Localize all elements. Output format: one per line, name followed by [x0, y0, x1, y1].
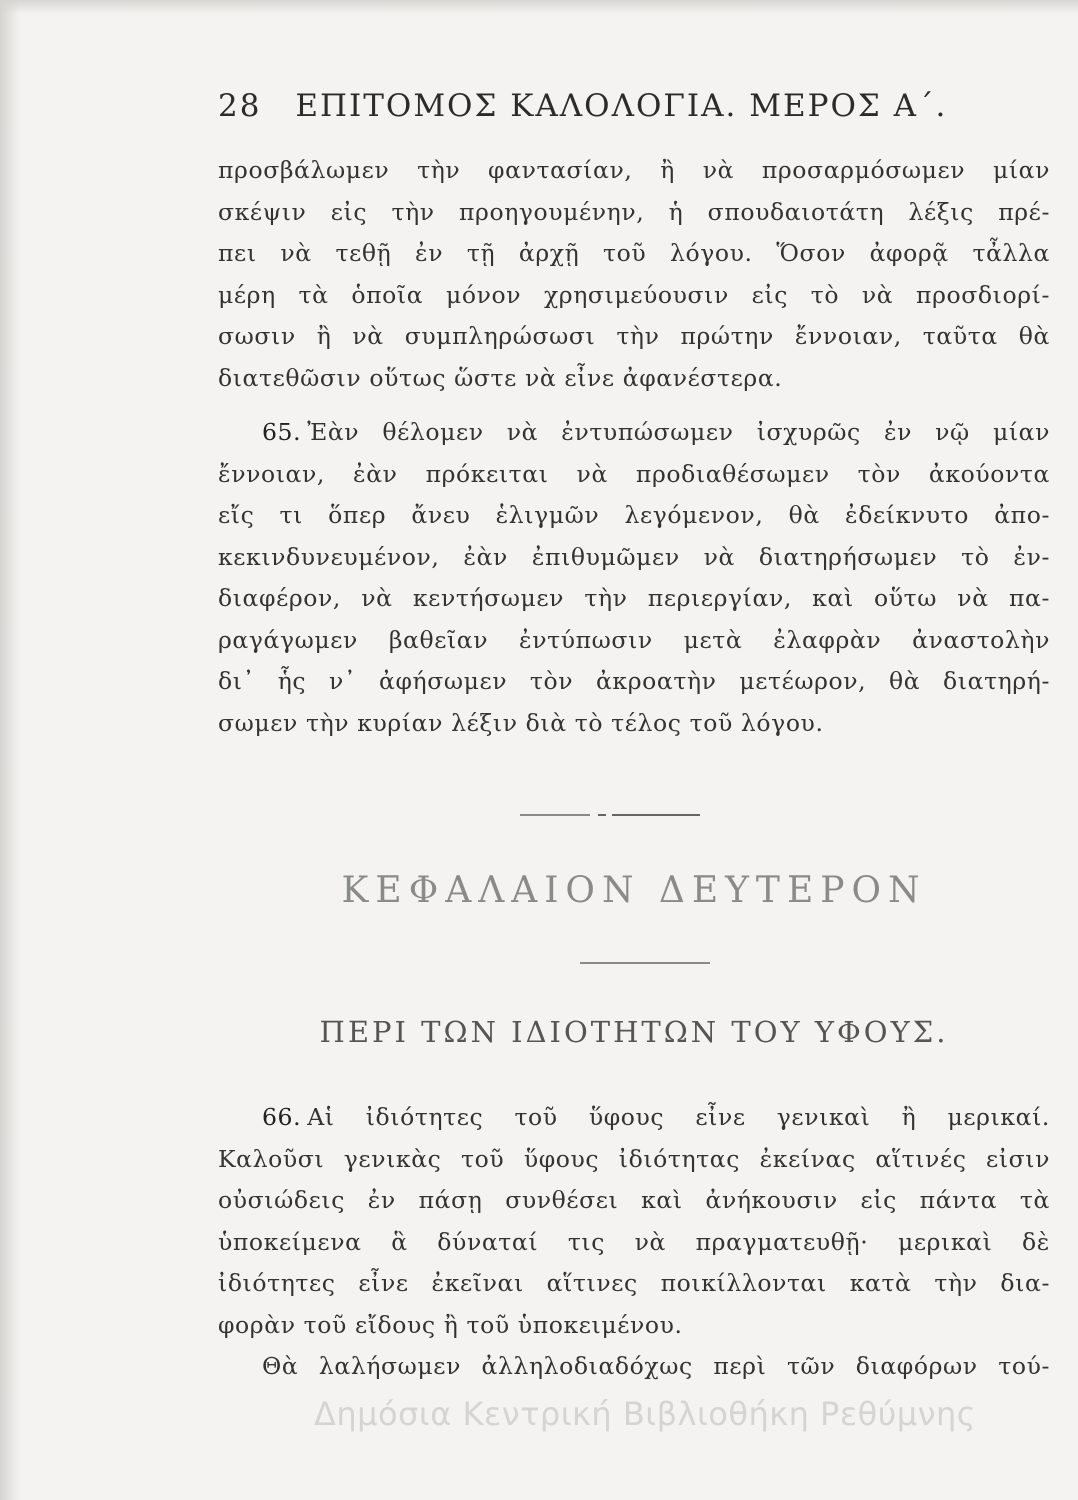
section-ornament [520, 812, 700, 818]
running-title: ΕΠΙΤΟΜΟΣ ΚΑΛΟΛΟΓΙΑ. ΜΕΡΟΣ Α΄. [295, 88, 948, 124]
section-title: ΠΕΡΙ ΤΩΝ ΙΔΙΟΤΗΤΩΝ ΤΟΥ ΥΦΟΥΣ. [319, 1015, 949, 1049]
scan-spine-shadow [0, 0, 20, 1500]
text-line: διαφέρον, νὰ κεντήσωμεν τὴν περιεργίαν, καὶ οὕτω νὰ πα- [218, 584, 1050, 612]
chapter-title: ΚΕΦΑΛΑΙΟΝ ΔΕΥΤΕΡΟΝ [341, 870, 927, 911]
text-line: προσβάλωμεν τὴν φαντασίαν, ἢ νὰ προσαρμόσωμεν μίαν [218, 156, 1050, 184]
text-line: Καλοῦσι γενικὰς τοῦ ὕφους ἰδιότητας ἐκείνας αἵτινές εἰσιν [218, 1144, 1050, 1173]
text-line: δι᾿ ἧς ν᾿ ἀφήσωμεν τὸν ἀκροατὴν μετέωρον, θὰ διατηρή- [218, 667, 1050, 695]
paragraph-number: 65. [262, 418, 302, 446]
text-line: σωμεν τὴν κυρίαν λέξιν διὰ τὸ τέλος τοῦ λόγου. [218, 708, 824, 737]
text-line: ἔννοιαν, ἐὰν πρόκειται νὰ προδιαθέσωμεν τὸν ἀκούοντα [218, 459, 1050, 488]
text-line: οὐσιώδεις ἐν πάσῃ συνθέσει καὶ ἀνήκουσιν εἰς πάντα τὰ [218, 1186, 1050, 1214]
paragraph-continued [218, 150, 1050, 399]
library-watermark: Δημόσια Κεντρική Βιβλιοθήκη Ρεθύμνης [313, 1395, 977, 1433]
scan-top-edge [0, 0, 1078, 14]
page-number: 28 [218, 88, 262, 124]
text-line: ὑποκείμενα ἃ δύναταί τις νὰ πραγματευθῇ· μερικαὶ δὲ [218, 1227, 1050, 1256]
paragraph-number: 66. [262, 1103, 302, 1131]
paragraph-first-line [218, 1097, 1050, 1139]
text-line: Ἐὰν θέλομεν νὰ ἐντυπώσωμεν ἰσχυρῶς ἐν νῷ μίαν [307, 418, 1050, 446]
text-line: μέρη τὰ ὁποῖα μόνον χρησιμεύουσιν εἰς τὸ νὰ προσδιορί- [218, 280, 1050, 309]
text-line: φορὰν τοῦ εἴδους ἢ τοῦ ὑποκειμένου. [218, 1310, 683, 1339]
text-line: σωσιν ἢ νὰ συμπληρώσωσι τὴν πρώτην ἔννοιαν, ταῦτα θὰ [218, 322, 1050, 350]
text-line: Αἱ ἰδιότητες τοῦ ὕφους εἶνε γενικαὶ ἢ μερικαί. [307, 1103, 1050, 1131]
paragraph-first-line [218, 412, 1050, 454]
text-line: ραγάγωμεν βαθεῖαν ἐντύπωσιν μετὰ ἐλαφρὰν ἀναστολὴν [218, 625, 1050, 654]
text-line: σκέψιν εἰς τὴν προηγουμένην, ἡ σπουδαιοτάτη λέξις πρέ- [218, 197, 1050, 226]
chapter-rule [580, 962, 710, 964]
text-line: διατεθῶσιν οὕτως ὥστε νὰ εἶνε ἀφανέστερα. [218, 363, 783, 392]
text-line: εἴς τι ὅπερ ἄνευ ἑλιγμῶν λεγόμενον, θὰ ἐδείκνυτο ἀπο- [218, 501, 1050, 529]
text-line: Θὰ λαλήσωμεν ἀλληλοδιαδόχως περὶ τῶν διαφόρων τού- [262, 1352, 1050, 1380]
text-line: ἰδιότητες εἶνε ἐκεῖναι αἵτινες ποικίλλονται κατὰ τὴν δια- [218, 1269, 1050, 1297]
text-line: κεκινδυνευμένον, ἐὰν ἐπιθυμῶμεν νὰ διατηρήσωμεν τὸ ἐν- [218, 542, 1050, 571]
paragraph-66 [218, 1097, 1050, 1388]
paragraph-65 [218, 412, 1050, 744]
text-line: πει νὰ τεθῇ ἐν τῇ ἀρχῇ τοῦ λόγου. Ὅσον ἀφορᾷ τἆλλα [218, 239, 1050, 267]
running-header [218, 88, 948, 132]
